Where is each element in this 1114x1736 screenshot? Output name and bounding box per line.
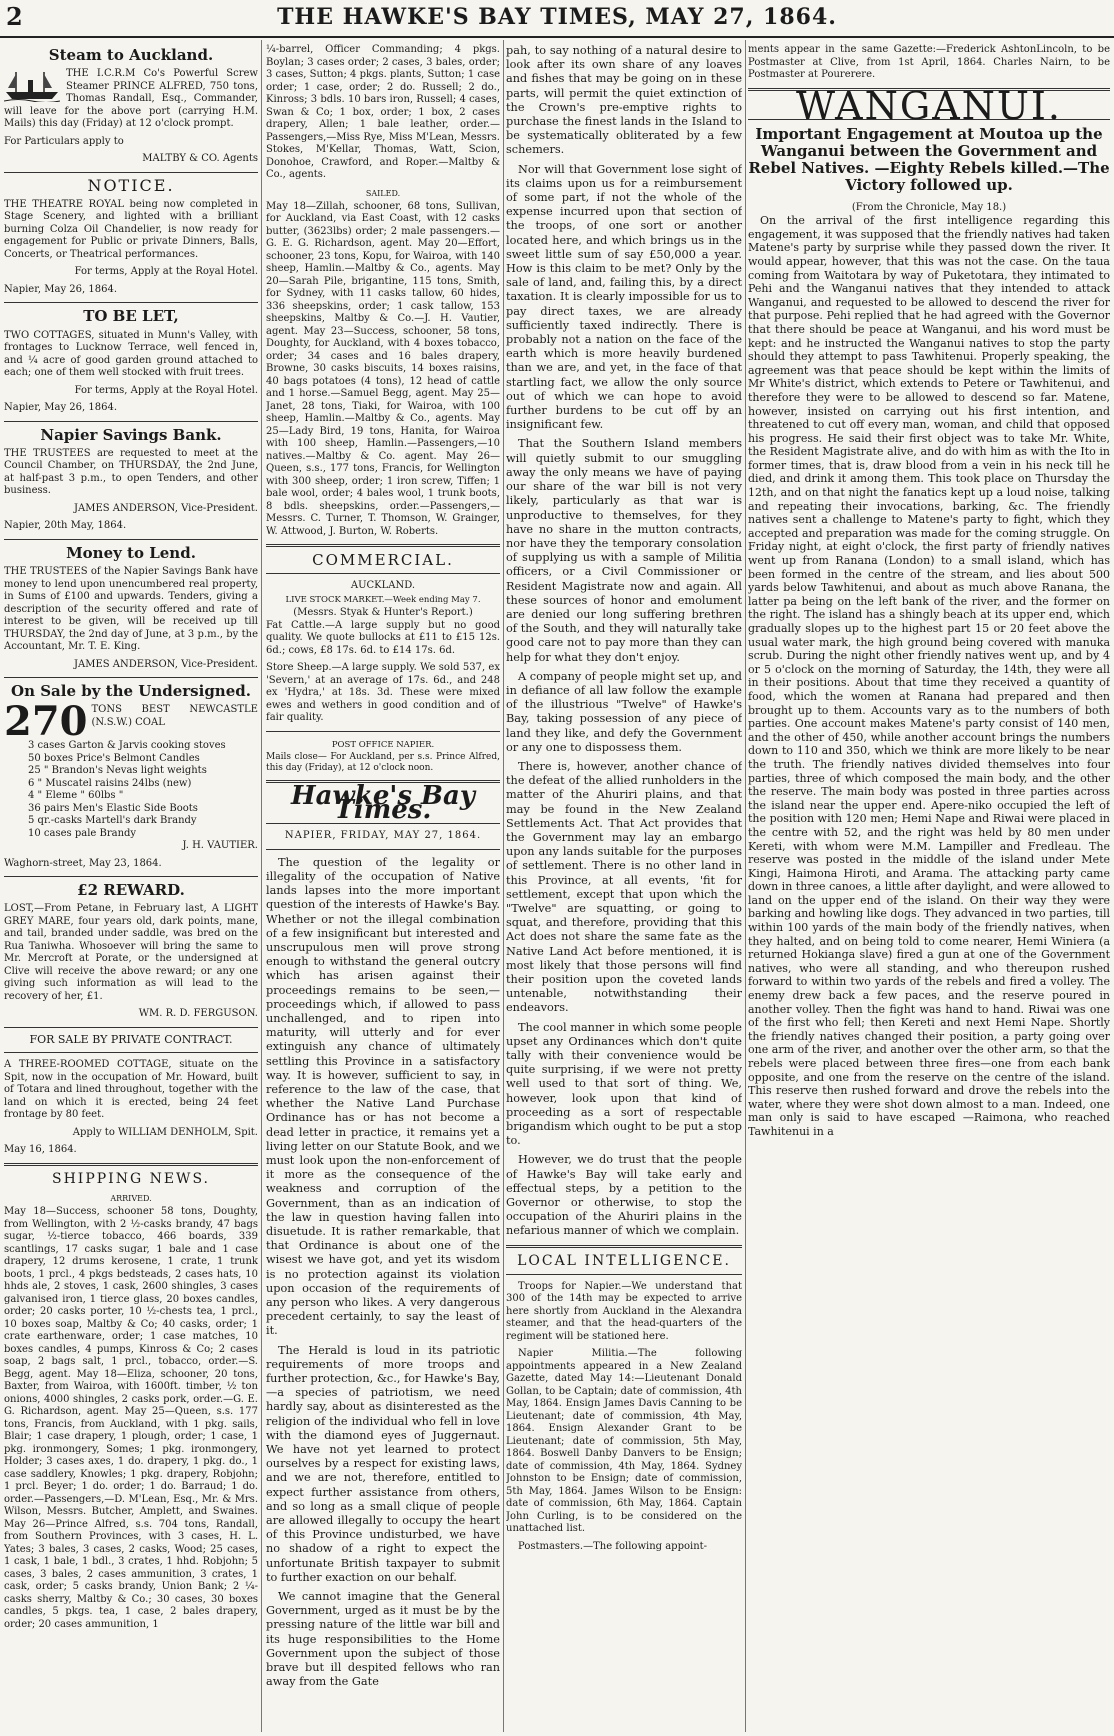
livestock-source: (Messrs. Styak & Hunter's Report.) [293, 607, 473, 619]
shipping-arrived-label: ARRIVED. [110, 1194, 152, 1204]
list-item: 4 " Eleme " 60lbs " [28, 790, 124, 802]
private-heading: FOR SALE BY PRIVATE CONTRACT. [29, 1032, 233, 1046]
fat-cattle: Fat Cattle.—A large supply but no good quality. We quote bullocks at £11 to £15 12s. 6d.; cows, £8 17s. 6d. to £14 17s. 6d. [266, 619, 500, 656]
wanganui-source: (From the Chronicle, May 18.) [851, 201, 1007, 213]
running-head: THE HAWKE'S BAY TIMES, MAY 27, 1864. [277, 4, 837, 30]
postmasters-continued: ments appear in the same Gazette:—Frederick AshtonLincoln, to be Postmaster at Clive, from 1st April, 1864. Charles Nairn, to be Postmaster at Pourerere. [748, 44, 1110, 80]
reward-heading: £2 REWARD. [77, 881, 185, 900]
editorial-paragraph: The question of the legality or illegality of the occupation of Native lands lapses into the more important question of the interests of Hawke's Bay. Whether or not the illegal combination of a few insignificant but interested and unscrupulous men will prove strong enough to withstand the general outcry which has arisen against their proceedings remains to be seen,—proceedings which, if allowed to pass unchallenged, and to ripen into maturity, will utterly and for ever extinguish any chance of ultimately settling this Province in a satisfactory way. It is however, sufficient to say, in reference to the law of the case, that whether the Native Land Purchase Ordinance has or has not become a dead letter in practice, it remains yet a living letter on our Statute Book, and we must look upon the non-enforcement of it more as the consequence of the weakness and corruption of the Government, than as an indication of the law in question having fallen into disuetude. It is rather remarkable, that that Ordinance is about one of the wisest we have got, and yet its wisdom is no protection against its violation upon occasion of the requirements of any person who likes. A very dangerous precedent certainly, to say the least of it. [266, 855, 500, 1338]
mails-close: Mails close— For Auckland, per s.s. Prince Alfred, this day (Friday), at 12 o'clock noon. [266, 751, 500, 773]
let-date: Napier, May 26, 1864. [4, 402, 118, 414]
list-item: 3 cases Garton & Jarvis cooking stoves [28, 740, 226, 752]
troops-item: Troops for Napier.—We understand that 300 of the 14th may be expected to arrive here shortly from Auckland in the Alexandra steamer, and that the head-quarters of the regiment will be stationed here. [506, 1280, 742, 1342]
shipping-heading: SHIPPING NEWS. [52, 1170, 210, 1187]
list-item: 50 boxes Price's Belmont Candles [28, 752, 200, 764]
wanganui-body: On the arrival of the first intelligence regarding this engagement, it was supposed that the friendly natives had taken Matene's party by surprise while they passed down the river. It would appear, however, that this was not the case. On the taua coming from Waitotara by way of Puketotara, they intimated to Pehi and the Wanganui natives that they intended to attack Wanganui, and requested to be allowed to descend the river for that purpose. Pehi replied that he had agreed with the Governor that there should be peace at Wanganui, and his word must be kept: and he instructed the Wanganui natives to stop the party should they attempt to pass Tawhitenui. Properly speaking, the agreement was that peace should be kept within the limits of Mr White's district, which extends to Petere or Tawhitenui, and therefore they were to be allowed to descend so far. Matene, however, insisted on carrying out his first intention, and threatened to cut off every man, woman, and child that opposed his progress. He said their first object was to take Mr. White, the Resident Magistrate alive, and do with him as with the Ito in former times, that is, draw blood from a vein in his neck till he died, and drink it among them. This took place on Thursday the 12th, and on that night the fanatics kept up a loud noise, talking and repeating their invocations, barking, &c. The friendly natives sent a challenge to Matene's party to fight, which they accepted and preparation was made for the coming struggle. On Friday night, at eight o'clock, the first party of friendly natives went up from Ranana (London) to a small island, which has been formed in the centre of the stream, and lies about 500 yards below Tawhitenui, and about as much above Ranana, the latter pa being on the left bank of the river, and the former on the right. The island has a shingly beach at its upper end, which gradually slopes up to the highest part 15 or 20 feet above the usual water mark, the high ground being covered with manuka scrub. During the night other friendly natives went up, and by 4 or 5 o'clock on the morning of Saturday, the 14th, they were all in their positions. About that time they received a quantity of food, which the women at Ranana had prepared and then brought up to them. Accounts vary as to the numbers of both parties. One account makes Matene's party consist of 140 men, and the other of 450, while another account brings the numbers down to 110 and 350, which we think are more likely to be near the truth. The friendly natives divided themselves into four parties, three of which composed the main body, and the other the reserve. The main body was posted in three parties across the island near the upper end. Apere-niko occupied the left of the position with 120 men; Hemi Nape and Riwai were placed in the centre with 52, and the right was held by 80 men under Kereti, with whom were M.M. Lampiller and Fredleau. The reserve was posted in the middle of the island under Mete Kingi, Haimona Hiroti, and Arama. The attacking party came down in three canoes, a little after daylight, and were allowed to land on the upper end of the island. On their way they were barking and howling like dogs. They advanced in two parties, till within 100 yards of the main body of the friendly natives, when they halted, and on being told to come nearer, Hemi Winiera (a returned Hokianga slave) fired a gun at one of the Government natives, who were all standing, and who thereupon rushed forward to within two yards of the rebels and fired a volley. The enemy drew back a few paces, and the reserve poured in another volley. Then the fight was hand to hand. Riwai was one of the first who fell; then Kereti and next Hemi Nape. Shortly the friendly natives changed their position, a party going over one arm of the river, and another over the other arm, so that the rebels were placed between three fires—one from each bank opposite, and one from the reserve on the centre of the island. This reserve then rushed forward and drove the rebels into the water, where they were shot down almost to a man. Indeed, one man only is said to have escaped —Raimona, who reached Tawhitenui in a [748, 214, 1110, 1138]
column-divider [261, 40, 262, 1732]
private-date: May 16, 1864. [4, 1144, 77, 1156]
money-body: THE TRUSTEES of the Napier Savings Bank have money to lend upon unencumbered real property, in Sums of £100 and upwards. Tenders, giving a description of the security offered and rate of interest to be given, will be received up till THURSDAY, the 2nd day of June, at 3 p.m., by the Accountant, Mr. T. E. King. [4, 566, 258, 653]
dateline: NAPIER, FRIDAY, MAY 27, 1864. [284, 830, 482, 842]
steam-body: THE I.C.R.M Co's Powerful Screw Steamer PRINCE ALFRED, 750 tons, Thomas Randall, Esq., Commander, will leave for the above port (carrying H.M. Mails) this day (Friday) at 12 o'clock prompt. [4, 68, 258, 130]
editorial-paragraph: The cool manner in which some people upset any Ordinances which don't quite tally with their convenience would be quite surprising, if we were not pretty well used to that sort of thing. We, however, look upon that kind of proceeding as a sort of respectable brigandism which ought to be put a stop to. [506, 1020, 742, 1148]
editorial-paragraph: Nor will that Government lose sight of its claims upon us for a reimbursement of some part, if not the whole of the expense incurred upon that section of the troops, of one sort or another located here, and which brings us in the sweet little sum of say £50,000 a year. How is this claim to be met? Only by the sale of land, and, failing this, by a direct taxation. It is clearly impossible for us to pay direct taxes, we are already sufficiently taxed indirectly. There is probably not a nation on the face of the earth which is more heavily burdened than we are, and yet, in the face of that startling fact, we allow the only source out of which we can hope to avoid further burdens to be cut off by an insignificant few. [506, 162, 742, 432]
bank-date: Napier, 20th May, 1864. [4, 520, 127, 532]
steam-heading: Steam to Auckland. [48, 46, 214, 64]
column-4 [748, 44, 1110, 1730]
steam-footer: For Particulars apply to [4, 135, 124, 147]
bank-heading: Napier Savings Bank. [40, 425, 222, 444]
postmasters-item: Postmasters.—The following appoint- [518, 1540, 708, 1552]
sailed-label: SAILED. [365, 188, 401, 198]
commercial-heading: COMMERCIAL. [312, 551, 454, 570]
sailed-body: May 18—Zillah, schooner, 68 tons, Sullivan, for Auckland, via East Coast, with 12 casks butter, (3623lbs) order; 2 male passengers.—G. E. G. Richardson, agent. May 20—Effort, schooner, 23 tons, Kopu, for Wairoa, with 140 sheep, Hamlin.—Maltby & Co., agents. May 20—Sarah Pile, brigantine, 115 tons, Smith, for Sydney, with 11 casks tallow, 60 hides, 336 sheepskins, order; 1 cask tallow, 153 sheepskins, Maltby & Co.—J. H. Vautier, agent. May 23—Success, schooner, 58 tons, Doughty, for Auckland, with 4 boxes tobacco, order; 34 cases and 16 bales drapery, Browne, 30 casks biscuits, 14 boxes raisins, 40 bags potatoes (4 tons), 12 head of cattle and 1 horse.—Samuel Begg, agent. May 25—Janet, 28 tons, Tiaki, for Wairoa, with 100 sheep, Hamlin.—Maltby & Co., agents. May 25—Lady Bird, 19 tons, Hanita, for Wairoa with 100 sheep, Hamlin.—Passengers,—10 natives.—Maltby & Co. agent. May 26—Queen, s.s., 177 tons, Francis, for Wellington with 300 sheep, order; 1 iron screw, Tiffen; 1 bale wool, order; 4 bales wool, 1 trunk boots, 8 bdls. sheepskins, order.—Passengers,—Messrs. C. Turner, T. Thomson, W. Grainger, W. Attwood, J. Burton, W. Roberts. [266, 200, 500, 537]
column-divider [503, 40, 504, 1732]
private-body: A THREE-ROOMED COTTAGE, situate on the Spit, now in the occupation of Mr. Howard, built of Totara and lined throughout, together with the land on which it is erected, being 24 feet frontage by 80 feet. [4, 1059, 258, 1121]
wanganui-headline: Important Engagement at Moutoa up the Wanganui between the Government and Rebel Natives. —Eighty Rebels killed.—The Victory followed up. [748, 124, 1110, 194]
sale-place: Waghorn-street, May 23, 1864. [4, 857, 162, 869]
reward-sign: WM. R. D. FERGUSON. [138, 1008, 258, 1020]
page-number: 2 [6, 2, 23, 31]
notice-terms: For terms, Apply at the Royal Hotel. [74, 266, 258, 278]
livestock-label: LIVE STOCK MARKET.—Week ending May 7. [285, 594, 481, 605]
editorial-paragraph: We cannot imagine that the General Government, urged as it must be by the pressing nature of the little war bill and its huge responsibilities to the Home Government upon the subject of those brave but ill despited fellows who ran away from the Gate [266, 1590, 500, 1689]
list-item: 36 pairs Men's Elastic Side Boots [28, 802, 198, 814]
list-item: 25 " Brandon's Nevas light weights [28, 765, 207, 777]
auckland-label: AUCKLAND. [350, 580, 416, 592]
sale-quantity: 270 [4, 698, 88, 746]
editorial-paragraph: pah, to say nothing of a natural desire to look after its own share of any loaves and fishes that may be going on in these parts, will permit the quiet extinction of the Crown's pre-emptive rights to purchase the finest lands in the Island to be systematically obliterated by a few schemers. [506, 44, 742, 157]
editorial-paragraph: The Herald is loud in its patriotic requirements of more troops and further protection, &c., for Hawke's Bay,—a species of patriotism, we need hardly say, about as disinterested as the religion of the individual who fell in love with the diamond eyes of Juggernaut. We have not yet learned to protect ourselves by a respect for existing laws, and we are not, therefore, entitled to expect further assistance from others, and so long as a small clique of people are allowed illegally to occupy the heart of this Province undisturbed, we have no shadow of a right to expect the unfortunate British taxpayer to submit to further exaction on our behalf. [266, 1343, 500, 1584]
wanganui-heading: WANGANUI. [795, 83, 1063, 128]
militia-item: Napier Militia.—The following appointments appeared in a New Zealand Gazette, dated May 14:—Lieutenant Donald Gollan, to be Captain; date of commission, 4th May, 1864. Ensign James Davis Canning to be Lieutenant; date of commission, 4th May, 1864. Ensign Alexander Grant to be Lieutenant; date of commission, 5th May, 1864. Boswell Danby Danvers to be Ensign; date of commission, 4th May, 1864. Sydney Johnston to be Ensign; date of commission, 5th May, 1864. James Wilson to be Ensign: date of commission, 6th May, 1864. Captain John Curling, is to be considered on the unattached list. [506, 1348, 742, 1535]
private-sign: Apply to WILLIAM DENHOLM, Spit. [72, 1126, 258, 1138]
editorial-paragraph: There is, however, another chance of the defeat of the allied runholders in the matter of the Ahuriri plains, and that may be found in the New Zealand Settlements Act. That Act provides that the Government may lay an embargo upon any lands suitable for the purposes of settlement. There is no other land in this Province, at all events, 'fit for settlement, except that upon which the "Twelve" are squatting, or going to squat, and therefore, providing that this Act does not share the same fate as the Native Land Act before mentioned, it is most likely that those persons will find their position upon the coveted lands untenable, notwithstanding their endeavors. [506, 759, 742, 1015]
column-3 [506, 44, 742, 1730]
let-body: TWO COTTAGES, situated in Munn's Valley, with frontages to Lucknow Terrace, well fenced in, and ¼ acre of good garden ground attached to each; one of them well stocked with fruit trees. [4, 329, 258, 379]
notice-date: Napier, May 26, 1864. [4, 283, 118, 295]
sale-list [4, 740, 258, 840]
local-intelligence-heading: LOCAL INTELLIGENCE. [517, 1252, 731, 1269]
let-heading: TO BE LET, [83, 307, 179, 326]
shipping-continued: ¼-barrel, Officer Commanding; 4 pkgs. Boylan; 3 cases order; 2 cases, 3 bales, order; 3 cases, Sutton; 4 pkgs. plants, Sutton; 1 case order; 1 case, order; 2 do. Russell; 2 do., Kinross; 3 bdls. 10 bars iron, Russell; 4 cases, Swan & Co; 1 box, order; 1 box, 2 cases drapery, Allen; 1 bale leather, order.—Passengers,—Miss Rye, Miss M'Lean, Messrs. Stokes, M'Kellar, Thomas, Watt, Scion, Donohoe, Crawford, and Roper.—Maltby & Co., agents. [266, 44, 500, 180]
sale-sign: J. H. VAUTIER. [182, 840, 258, 852]
column-2 [266, 44, 500, 1730]
editorial-paragraph: A company of people might set up, and in defiance of all law follow the example of the illustrious "Twelve" of Hawke's Bay, taking possession of any piece of land they like, and defy the Government or any one to dispossess them. [506, 669, 742, 754]
steamship-icon [4, 68, 60, 102]
bank-sign: JAMES ANDERSON, Vice-President. [74, 502, 258, 514]
sale-heading: On Sale by the Undersigned. [11, 682, 251, 701]
steam-sign: MALTBY & CO. Agents [142, 153, 258, 165]
list-item: 5 qr.-casks Martell's dark Brandy [28, 815, 197, 827]
column-divider [745, 40, 746, 1732]
notice-body: THE THEATRE ROYAL being now completed in Stage Scenery, and lighted with a brilliant burning Colza Oil Chandelier, is now ready for engagement for Public or private Dinners, Balls, Concerts, or Theatrical performances. [4, 198, 258, 260]
editorial-paragraph: That the Southern Island members will quietly submit to our smuggling away the only means we have of paying our share of the war bill is not very likely, particularly as that war is unproductive to themselves, for they have no share in the mutton contracts, nor have they the temporary consolation of supplying us with a sample of Militia officers, or a Civil Commissioner or Resident Magistrate now and again. All these sources of honor and emolument are denied our long suffering brethren of the South, and they will naturally take good care not to pay more than they can help for what they don't enjoy. [506, 437, 742, 664]
store-sheep: Store Sheep.—A large supply. We sold 537, ex 'Severn,' at an average of 17s. 6d., and 248 ex 'Hydra,' at 18s. 3d. These were mixed ewes and wethers in good condition and of fair quality. [266, 662, 500, 724]
money-sign: JAMES ANDERSON, Vice-President. [74, 658, 258, 670]
masthead [0, 0, 1114, 38]
let-terms: For terms, Apply at the Royal Hotel. [74, 384, 258, 396]
list-item: 10 cases pale Brandy [28, 827, 137, 839]
column-1 [4, 44, 258, 1730]
post-office-heading: POST OFFICE NAPIER. [331, 739, 435, 750]
shipping-body: May 18—Success, schooner 58 tons, Doughty, from Wellington, with 2 ½-casks brandy, 47 bags sugar, ½-tierce tobacco, 466 boards, 339 scantlings, 17 casks sugar, 1 bale and 1 case drapery, 12 drums kerosene, 1 crate, 1 trunk boots, 1 prcl., 4 pkgs bedsteads, 2 cases hats, 10 hhds ale, 2 stoves, 1 cask, 2600 shingles, 3 cases galvanised iron, 1 tierce glass, 20 boxes candles, order; 20 casks porter, 10 ½-chests tea, 1 prcl., 10 boxes soap, Maltby & Co; 40 casks, order; 1 crate earthenware, order; 1 case matches, 10 boxes candles, 4 pumps, Kinross & Co; 2 cases soap, 2 bags salt, 1 prcl., tobacco, order.—S. Begg, agent. May 18—Eliza, schooner, 20 tons, Baxter, from Wairoa, with 1600ft. timber, ½ ton onions, 4000 shingles, 2 casks pork, order.—G. E. G. Richardson, agent. May 25—Queen, s.s. 177 tons, Francis, from Auckland, with 1 pkg. sails, Blair; 1 case drapery, 1 plough, order; 1 case, 1 pkg. ironmongery, Somes; 1 pkg. ironmongery, Holder; 3 cases axes, 1 do. drapery, 1 pkg. do., 1 case saddlery, Knowles; 1 pkg. drapery, Robjohn; 1 prcl. Beyer; 1 do. order; 1 do. Barraud; 1 do. order.—Passengers,—D. M'Lean, Esq., Mr. & Mrs. Wilson, Messrs. Butcher, Amplett, and Swaines. May 26—Prince Alfred, s.s. 704 tons, Randall, from Southern Provinces, with 3 cases, H. L. Yates; 3 bales, 3 cases, 2 casks, Wood; 25 cases, 1 cask, 1 bale, 1 bdl., 3 crates, 1 hhd. Robjohn; 5 cases, 3 bales, 2 cases ammunition, 3 crates, 1 cask, order; 5 casks brandy, Union Bank; 2 ¼-casks sherry, Maltby & Co.; 30 cases, 30 boxes candles, 5 pkgs. tea, 1 case, 2 bales drapery, order; 20 cases ammunition, 1 [4, 1206, 258, 1630]
reward-body: LOST,—From Petane, in February last, A LIGHT GREY MARE, four years old, dark points, mane, and tail, branded under saddle, was bred on the Rua Taniwha. Whosoever will bring the same to Mr. Mercroft at Porate, or the undersigned at Clive will receive the above reward; or any one giving such information as will lead to the recovery of her, £1. [4, 903, 258, 1002]
sale-lead: TONS BEST NEWCASTLE (N.S.W.) COAL [91, 704, 258, 728]
editorial-paragraph: However, we do trust that the people of Hawke's Bay will take early and effectual steps, by a petition to the Governor or otherwise, to stop the occupation of the Ahuriri plains in the nefarious manner of which we complain. [506, 1153, 742, 1238]
paper-title: Hawke's Bay Times. [291, 780, 475, 826]
money-heading: Money to Lend. [66, 543, 196, 562]
list-item: 6 " Muscatel raisins 24lbs (new) [28, 777, 192, 789]
notice-heading: NOTICE. [87, 175, 175, 195]
bank-body: THE TRUSTEES are requested to meet at the Council Chamber, on THURSDAY, the 2nd June, at half-past 3 p.m., to open Tenders, and other business. [4, 447, 258, 497]
